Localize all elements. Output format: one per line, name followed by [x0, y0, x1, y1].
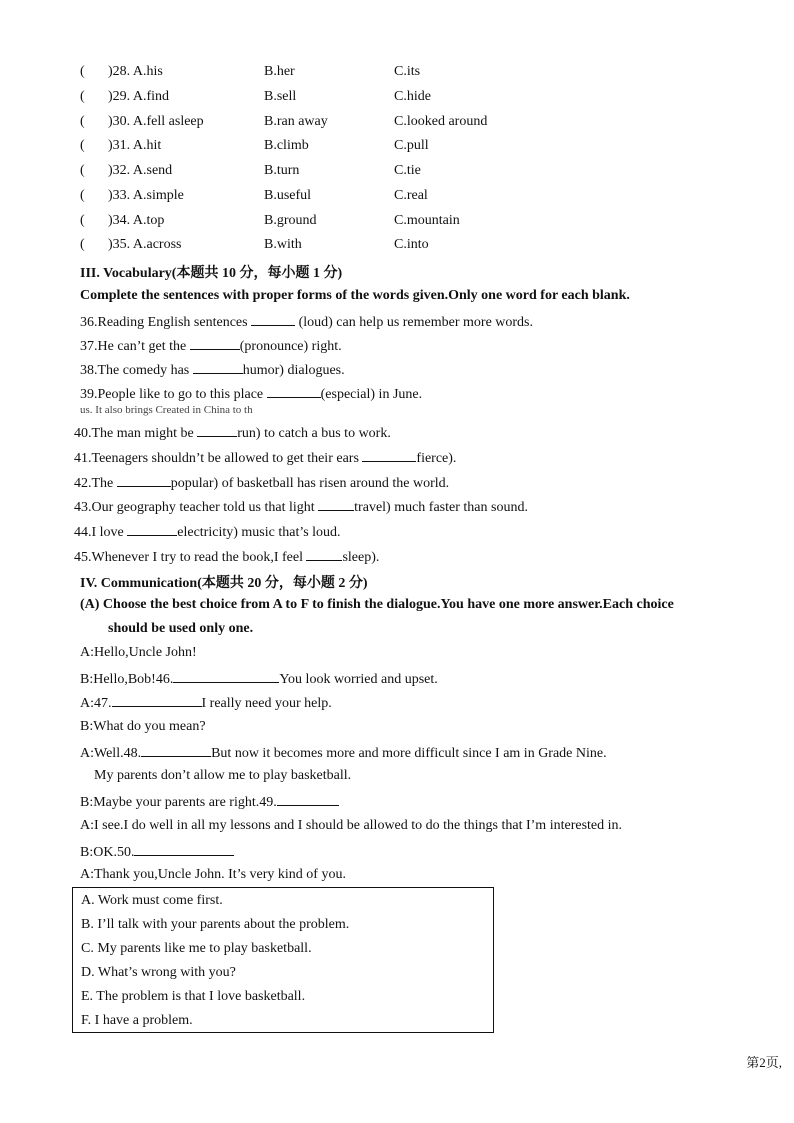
dialogue-line: B:What do you mean? — [80, 719, 206, 734]
vocab-item — [74, 523, 341, 541]
vocab-item — [74, 498, 528, 516]
vocab-item-text: 38.The comedy has — [80, 363, 190, 378]
vocab-item-text: 44.I love — [74, 525, 124, 540]
answer-blank[interactable] — [318, 498, 354, 511]
vocab-item — [80, 313, 533, 331]
comm-instruction-cont: should be used only one. — [108, 621, 254, 636]
option-c: C.its — [394, 64, 421, 79]
bleed-through-text: us. It also brings Created in China to th — [80, 404, 253, 416]
dialogue-line — [80, 793, 339, 811]
vocab-item-hint: popular) of basketball has risen around the world. — [170, 476, 450, 491]
dialogue-text: B:Maybe your parents are right.49. — [80, 795, 277, 810]
vocab-item — [80, 337, 342, 355]
answer-blank[interactable] — [197, 424, 237, 437]
option-c: C.hide — [394, 89, 431, 104]
option-c: C.into — [394, 237, 429, 252]
vocab-item-text: 40.The man might be — [74, 426, 194, 441]
dialogue-line: A:Hello,Uncle John! — [80, 645, 197, 660]
answer-blank[interactable] — [134, 843, 234, 856]
option-a: )28. A.his — [108, 64, 163, 79]
answer-paren[interactable]: ( — [80, 138, 85, 153]
answer-paren[interactable]: ( — [80, 188, 85, 203]
dialogue-line: A:Thank you,Uncle John. It’s very kind of you. — [80, 867, 346, 882]
comm-instruction: (A) Choose the best choice from A to F to finish the dialogue.You have one more answer.Each choice — [80, 597, 674, 612]
answer-paren[interactable]: ( — [80, 213, 85, 228]
option-b: B.with — [264, 237, 302, 252]
answer-blank[interactable] — [267, 385, 321, 398]
answer-blank[interactable] — [127, 523, 177, 536]
dialogue-line — [80, 694, 332, 712]
vocab-item-hint: (pronounce) right. — [239, 339, 342, 354]
vocab-item-hint: travel) much faster than sound. — [354, 500, 528, 515]
vocab-item-hint: run) to catch a bus to work. — [237, 426, 391, 441]
vocab-item-text: 36.Reading English sentences — [80, 315, 248, 330]
option-c: C.tie — [394, 163, 421, 178]
option-a: )30. A.fell asleep — [108, 114, 204, 129]
dialogue-line: A:I see.I do well in all my lessons and I should be allowed to do the things that I’m interested in. — [80, 818, 623, 833]
vocab-item — [74, 424, 391, 442]
answer-paren[interactable]: ( — [80, 89, 85, 104]
dialogue-text: I really need your help. — [201, 696, 332, 711]
vocab-item — [80, 385, 422, 403]
vocab-item-text: 37.He can’t get the — [80, 339, 187, 354]
option-b: B.her — [264, 64, 295, 79]
choices-box — [72, 887, 494, 1033]
option-b: B.sell — [264, 89, 297, 104]
answer-blank[interactable] — [193, 361, 243, 374]
answer-blank[interactable] — [251, 313, 295, 326]
answer-blank[interactable] — [141, 744, 211, 757]
vocab-item-hint: sleep). — [342, 550, 380, 565]
vocab-item-text: 45.Whenever I try to read the book,I feel — [74, 550, 303, 565]
option-b: B.ran away — [264, 114, 328, 129]
option-c: C.mountain — [394, 213, 460, 228]
vocab-item — [80, 361, 345, 379]
answer-blank[interactable] — [362, 449, 416, 462]
option-a: )35. A.across — [108, 237, 182, 252]
vocab-item-text: 39.People like to go to this place — [80, 387, 264, 402]
dialogue-text: But now it becomes more and more difficult since I am in Grade Nine. — [211, 746, 607, 761]
option-c: C.looked around — [394, 114, 488, 129]
vocab-item-hint: (loud) can help us remember more words. — [298, 315, 534, 330]
vocab-heading: III. Vocabulary(本题共 10 分，每小题 1 分) — [80, 266, 343, 281]
dialogue-text: You look worried and upset. — [279, 672, 438, 687]
vocab-item-text: 43.Our geography teacher told us that light — [74, 500, 315, 515]
choice-item: B. I’ll talk with your parents about the problem. — [81, 917, 350, 932]
answer-blank[interactable] — [277, 793, 339, 806]
vocab-item-text: 41.Teenagers shouldn’t be allowed to get their ears — [74, 451, 359, 466]
option-a: )34. A.top — [108, 213, 165, 228]
answer-blank[interactable] — [117, 474, 171, 487]
comm-heading: IV. Communication(本题共 20 分，每小题 2 分) — [80, 576, 368, 591]
choice-item: A. Work must come first. — [81, 893, 223, 908]
vocab-item — [74, 449, 456, 467]
dialogue-text: B:Hello,Bob!46. — [80, 672, 174, 687]
option-b: B.climb — [264, 138, 309, 153]
answer-blank[interactable] — [306, 548, 342, 561]
choice-item: D. What’s wrong with you? — [81, 965, 236, 980]
dialogue-text: A:Well.48. — [80, 746, 142, 761]
option-a: )33. A.simple — [108, 188, 184, 203]
vocab-item-text: 42.The — [74, 476, 114, 491]
dialogue-line: My parents don’t allow me to play basketball. — [94, 768, 352, 783]
dialogue-line — [80, 744, 607, 762]
dialogue-line — [80, 670, 438, 688]
choice-item: F. I have a problem. — [81, 1013, 193, 1028]
vocab-item-hint: fierce). — [416, 451, 457, 466]
answer-paren[interactable]: ( — [80, 64, 85, 79]
answer-blank[interactable] — [173, 670, 279, 683]
option-b: B.turn — [264, 163, 300, 178]
vocab-item-hint: (especial) in June. — [320, 387, 423, 402]
answer-paren[interactable]: ( — [80, 163, 85, 178]
choice-item: C. My parents like me to play basketball. — [81, 941, 312, 956]
option-b: B.useful — [264, 188, 312, 203]
choice-item: E. The problem is that I love basketball. — [81, 989, 306, 1004]
option-c: C.real — [394, 188, 428, 203]
answer-blank[interactable] — [112, 694, 202, 707]
answer-paren[interactable]: ( — [80, 114, 85, 129]
dialogue-line — [80, 843, 234, 861]
vocab-instruction: Complete the sentences with proper forms of the words given.Only one word for each blank. — [80, 288, 630, 303]
answer-paren[interactable]: ( — [80, 237, 85, 252]
vocab-item-hint: humor) dialogues. — [242, 363, 345, 378]
dialogue-text: A:47. — [80, 696, 112, 711]
page-number: 第2页, — [746, 1055, 782, 1070]
dialogue-text: B:OK.50. — [80, 845, 135, 860]
vocab-item — [74, 548, 379, 566]
option-a: )32. A.send — [108, 163, 173, 178]
answer-blank[interactable] — [190, 337, 240, 350]
option-a: )31. A.hit — [108, 138, 162, 153]
option-c: C.pull — [394, 138, 429, 153]
option-a: )29. A.find — [108, 89, 170, 104]
option-b: B.ground — [264, 213, 317, 228]
vocab-item — [74, 474, 449, 492]
vocab-item-hint: electricity) music that’s loud. — [177, 525, 341, 540]
